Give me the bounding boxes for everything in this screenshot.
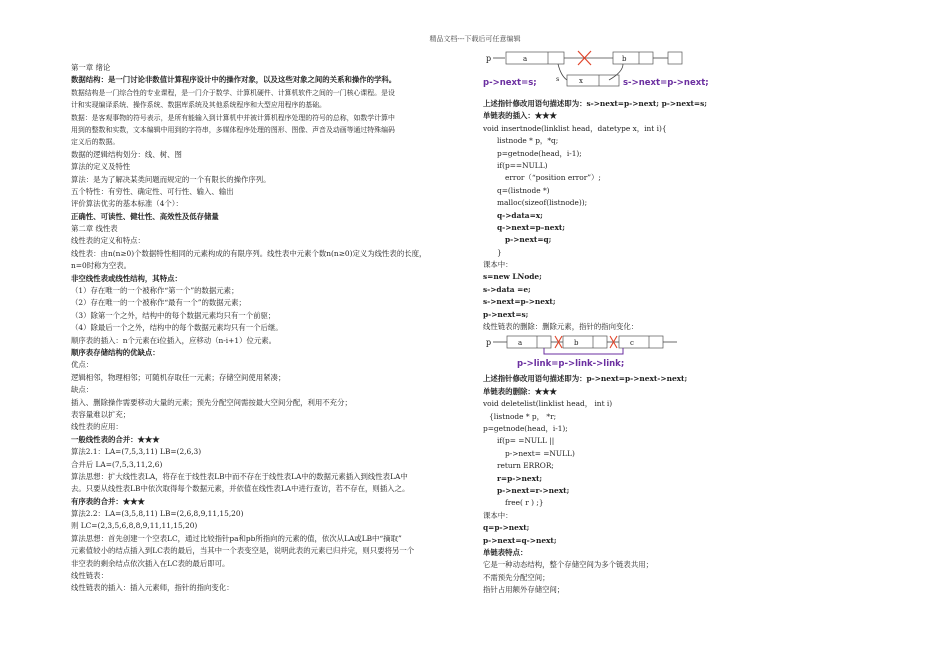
text-line: 数据的逻辑结构划分：线、树、图 [71, 149, 182, 159]
bypass-arrow [544, 348, 623, 354]
page-header: 精品文档---下载后可任意编辑 [429, 35, 521, 43]
text-line: 线性表：由n(n≥0)个数据特性相同的元素构成的有限序列。线性表中元素个数n(n≥0)定义为线性表的长度， [71, 248, 427, 258]
left-column [71, 62, 469, 595]
node-a-box [507, 336, 551, 348]
text-line: p=getnode(head，i-1); [497, 148, 582, 158]
text-line: p->next=r->next; [497, 485, 570, 495]
delete-label: p->link=p->link->link; [517, 359, 625, 370]
text-line: 合并后 LA=(7,5,3,11,2,6) [71, 459, 163, 469]
text-line: 用到的整数和实数，文本编辑中用到的字符串，多媒体程序处理的图形、图像、声音及动画等通过特殊编码 [71, 125, 395, 134]
pointer-p-label: p [486, 54, 492, 63]
text-line: s->data =e; [483, 284, 531, 294]
text-line: 单链表的删除：★★★ [483, 386, 557, 396]
text-line: 插入、删除操作需要移动大量的元素；预先分配空间需按最大空间分配，利用不充分； [71, 397, 352, 407]
text-line: 五个特性：有穷性、确定性、可行性、输入、输出 [71, 186, 234, 196]
node-a-box [506, 52, 564, 64]
text-line: 它是一种动态结构，整个存储空间为多个链表共用； [483, 560, 653, 570]
text-line: p=getnode(head，i-1); [483, 423, 568, 433]
text-line: p->next=s; [483, 309, 529, 319]
text-line: r=p->next; [497, 473, 543, 483]
text-line: 非空表的剩余结点依次插入在LC表的最后即可。 [71, 558, 230, 568]
linked-list-insert-diagram [483, 48, 733, 96]
text-line: 数据结构是一门综合性的专业课程，是一门介于数学、计算机硬件、计算机软件之间的一门核心课程。是设 [71, 88, 395, 97]
text-line: q->next=p–next; [497, 222, 566, 232]
text-line: 顺序表的插入：n个元素在i位插入，应移动（n-i+1）位元素。 [71, 335, 277, 345]
text-line: } [497, 247, 502, 257]
text-line: （1）存在唯一的一个被称作“第一个”的数据元素； [71, 286, 239, 296]
right-column [483, 48, 733, 596]
text-line [483, 373, 733, 385]
insert-label-right: s->next=p->next; [623, 78, 709, 88]
text-span: 上述指针修改用语句描述即为：s->next=p->next; p->next=s; [483, 99, 708, 108]
node-b-label: b [622, 55, 627, 63]
text-line: 算法2.1：LA=(7,5,3,11) LB=(2,6,3) [71, 447, 202, 457]
text-line: 课本中： [483, 510, 513, 520]
text-line: 单链表的插入：★★★ [483, 111, 557, 121]
text-line: 算法思想：扩大线性表LA，将存在于线性表LB中而不存在于线性表LA中的数据元素插入到线性表LA中 [71, 471, 408, 481]
text-line: error（“position error”）; [505, 173, 601, 183]
text-line: malloc(sizeof(listnode)); [497, 198, 588, 208]
node-c-label: c [630, 339, 634, 348]
text-line: 算法2.2：LA=(3,5,8,11) LB=(2,6,8,9,11,15,20) [71, 509, 244, 519]
node-a-label: a [523, 55, 528, 63]
text-line: 数据结构：是一门讨论非数值计算程序设计中的操作对象，以及这些对象之间的关系和操作的学科。 [71, 75, 397, 85]
text-span: 上述指针修改用语句描述即为：p->next=p->next->next; [483, 374, 688, 384]
node-c-box [619, 336, 663, 348]
text-line: return ERROR; [497, 461, 554, 471]
text-line: 缺点： [71, 385, 94, 395]
text-line: 算法思想：首先创建一个空表LC，通过比较指针pa和pb所指向的元素的值，依次从LA或LB中“摘取” [71, 533, 402, 543]
text-line: 数据：是客观事物的符号表示，是所有能输入到计算机中并被计算机程序处理的符号的总称，如数学计算中 [71, 113, 395, 122]
text-line: （2）存在唯一的一个被称作“最有一个”的数据元素； [71, 298, 246, 308]
text-line: 第二章 线性表 [71, 224, 118, 234]
text-line: void insertnode(linklist head，datetype x，int i){ [483, 123, 667, 133]
text-line: 正确性、可读性、健壮性、高效性及低存储量 [71, 211, 219, 221]
node-a-label: a [518, 339, 523, 348]
text-line: 优点： [71, 360, 94, 370]
insert-diagram-svg [483, 48, 733, 96]
text-line: 有序表的合并：★★★ [71, 496, 145, 506]
text-line: 线性链表的删除：删除元素，指针的指向变化： [483, 322, 639, 332]
text-line: 线性链表的插入：插入元素师，指针的指向变化： [71, 583, 234, 593]
text-line: free( r ) ;} [505, 498, 544, 508]
text-line: 第一章 绪论 [71, 63, 111, 72]
pointer-s-label: s [556, 75, 560, 83]
text-line: q->data=x; [497, 210, 543, 220]
node-b-box [613, 52, 653, 64]
text-line: s=new LNode; [483, 272, 542, 282]
text-line: 评价算法优劣的基本标准（4个）： [71, 199, 183, 209]
text-line: 不需预先分配空间； [483, 572, 550, 582]
text-line: p->next=q; [505, 235, 552, 245]
pointer-p-label: p [486, 338, 492, 348]
node-x-box [567, 75, 619, 86]
linked-list-delete-diagram [483, 333, 733, 371]
text-line: q=p->next; [483, 523, 530, 533]
text-line: p->next=q->next; [483, 535, 557, 545]
text-line: listnode * p，*q; [497, 136, 559, 146]
text-line: q=(listnode *) [497, 185, 550, 195]
text-line: 线性表的定义和特点： [71, 236, 145, 246]
text-line: 课本中： [483, 260, 513, 270]
text-line: {listnode * p， *r; [489, 411, 557, 421]
text-line: 元素值较小的结点插入到LC表的最后，当其中一个表变空是，说明此表的元素已归并完，则只要将另一个 [71, 546, 415, 556]
text-line: 定义后的数据。 [71, 138, 120, 147]
text-line: if(p= =NULL || [497, 436, 555, 446]
text-line: 线性链表： [71, 571, 108, 581]
delete-diagram-svg [483, 333, 733, 371]
text-line: 计和实现编译系统、操作系统、数据库系统及其他系统程序和大型应用程序的基础。 [71, 101, 326, 110]
text-line [483, 98, 733, 110]
text-line: 顺序表存储结构的优缺点： [71, 347, 160, 357]
text-line: if(p==NULL) [497, 160, 548, 170]
text-line: 去。只要从线性表LB中依次取得每个数据元素，并依值在线性表LA中进行查访，若不存在，则插入之。 [71, 484, 410, 494]
text-line: s->next=p->next; [483, 297, 556, 307]
text-line: 指针占用额外存储空间； [483, 585, 565, 595]
text-line: 单链表特点： [483, 547, 528, 557]
text-line: 表容量难以扩充； [71, 409, 131, 419]
node-x-label: x [579, 77, 583, 85]
text-line: 线性表的应用： [71, 422, 123, 432]
insert-label-left: p->next=s; [483, 78, 537, 88]
node-b-box [563, 336, 607, 348]
text-line: 则 LC=(2,3,5,6,8,8,9,11,11,15,20) [71, 521, 198, 531]
text-line: 逻辑相邻，物理相邻；可随机存取任一元素；存储空间使用紧凑； [71, 372, 286, 382]
node-b-label: b [574, 339, 579, 348]
text-line: （3）除第一个之外，结构中的每个数据元素均只有一个前驱； [71, 310, 276, 320]
text-line: 非空线性表或线性结构，其特点： [71, 273, 182, 283]
text-line: p->next= =NULL) [505, 448, 575, 458]
tail-box [668, 52, 682, 64]
text-line: （4）除最后一个之外，结构中的每个数据元素均只有一个后继。 [71, 323, 283, 333]
text-line: 算法的定义及特性 [71, 162, 131, 172]
arrow-line [558, 64, 567, 80]
text-line: n=0时称为空表。 [71, 261, 131, 271]
text-line: 算法：是为了解决某类问题而规定的一个有限长的操作序列。 [71, 174, 271, 184]
text-line: 一般线性表的合并：★★★ [71, 434, 160, 444]
text-line: void deletelist(linklist head， int i) [483, 399, 613, 409]
